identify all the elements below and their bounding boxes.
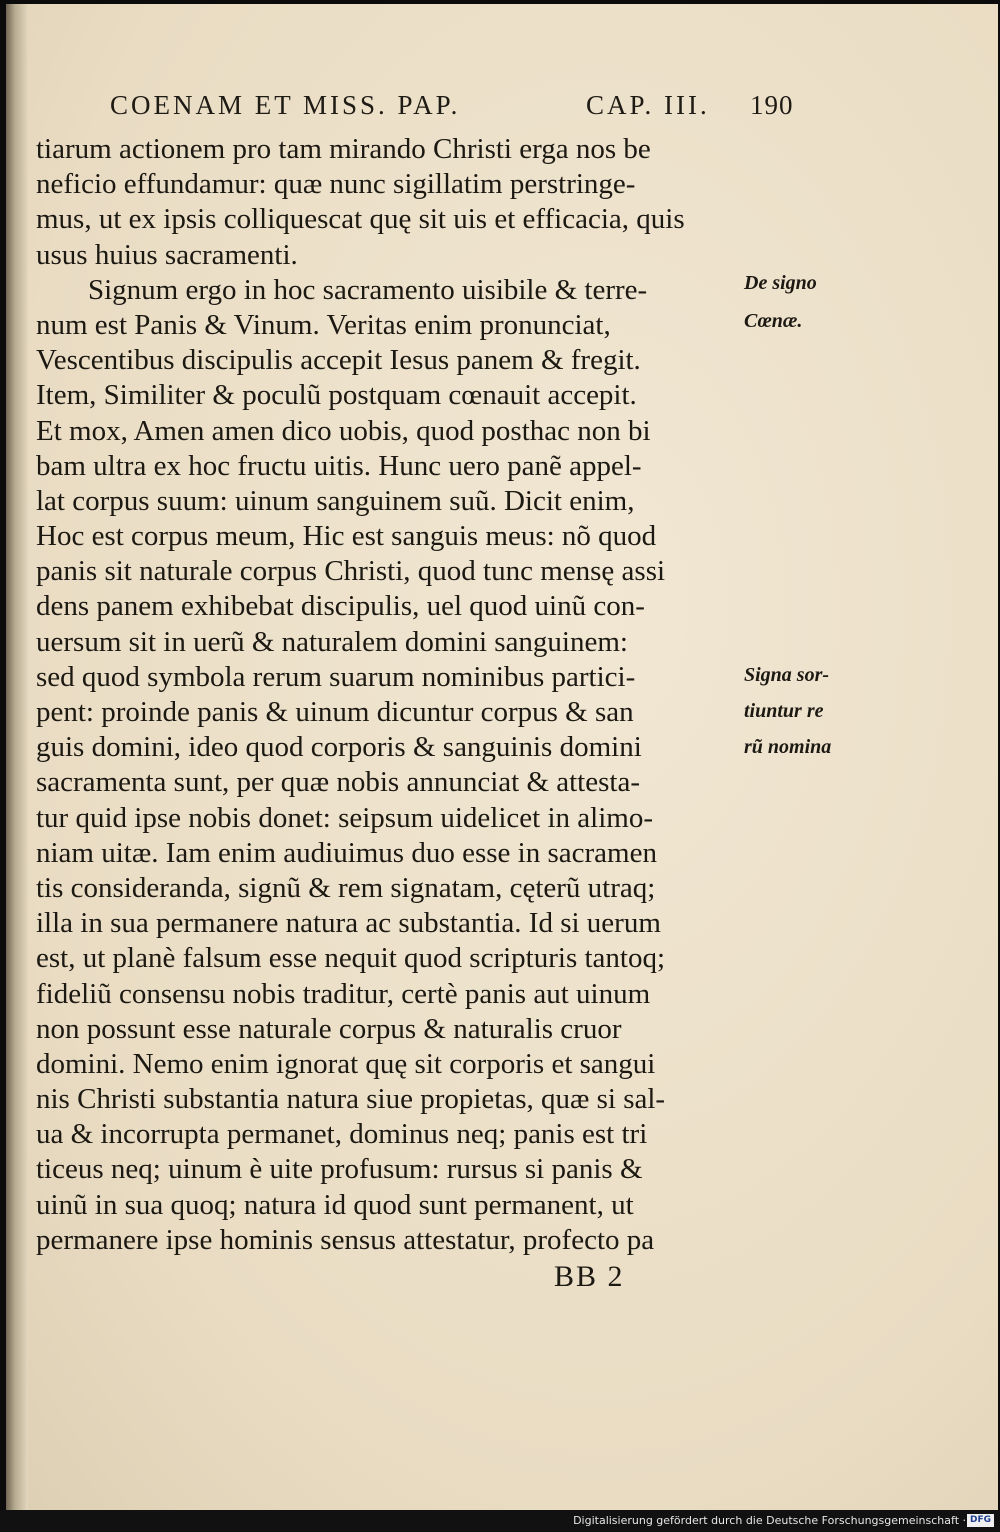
text-line: dens panem exhibebat discipulis, uel quod uinũ con-: [36, 590, 645, 623]
text-line: illa in sua permanere natura ac substantia. Id si uerum: [36, 907, 661, 940]
text-line: neficio effundamur: quæ nunc sigillatim perstringe-: [36, 168, 636, 201]
signature-catchword: BB 2: [554, 1260, 625, 1293]
text-line: tis consideranda, signũ & rem signatam, cęterũ utraq;: [36, 871, 656, 904]
page-binding-edge: [6, 4, 28, 1510]
text-line: domini. Nemo enim ignorat quę sit corporis et sangui: [36, 1047, 656, 1080]
running-title: COENAM ET MISS. PAP.: [110, 90, 461, 120]
body-text: [36, 132, 746, 1258]
text-line: uinũ in sua quoq; natura id quod sunt permanent, ut: [36, 1188, 634, 1221]
digitization-footer: [0, 1510, 1000, 1532]
text-line: Et mox, Amen amen dico uobis, quod posthac non bi: [36, 414, 651, 447]
text-line: Hoc est corpus meum, Hic est sanguis meus: nõ quod: [36, 520, 657, 553]
text-line: fideliũ consensu nobis traditur, certè panis aut uinum: [36, 977, 651, 1010]
margin-note: Cœnæ.: [744, 310, 803, 332]
text-line: non possunt esse naturale corpus & naturalis cruor: [36, 1012, 622, 1045]
margin-note: rũ nomina: [744, 736, 832, 758]
text-line: mus, ut ex ipsis colliquescat quę sit uis et efficacia, quis: [36, 203, 685, 236]
margin-note: De signo: [744, 272, 817, 294]
text-line: panis sit naturale corpus Christi, quod tunc mensę assi: [36, 555, 666, 588]
folio-number: 190: [750, 90, 794, 120]
chapter-label: CAP. III.: [586, 90, 710, 120]
text-line: num est Panis & Vinum. Veritas enim pronunciat,: [36, 308, 611, 341]
text-line: pent: proinde panis & uinum dicuntur corpus & san: [36, 696, 634, 728]
text-line: Item, Similiter & poculũ postquam cœnauit accepit.: [36, 379, 637, 412]
text-line: Signum ergo in hoc sacramento uisibile & terre-: [88, 273, 648, 306]
margin-note: tiuntur re: [744, 700, 824, 722]
text-line: sacramenta sunt, per quæ nobis annunciat & attesta-: [36, 766, 640, 799]
text-line: nis Christi substantia natura siue propietas, quæ si sal-: [36, 1083, 666, 1116]
text-line: uersum sit in uerũ & naturalem domini sanguinem:: [36, 625, 628, 658]
text-line: est, ut planè falsum esse nequit quod scripturis tantoq;: [36, 942, 666, 975]
text-line: Vescentibus discipulis accepit Iesus panem & fregit.: [36, 344, 641, 377]
text-line: tur quid ipse nobis donet: seipsum uidelicet in alimo-: [36, 801, 653, 834]
text-line: ticeus neq; uinum è uite profusum: rursus si panis &: [36, 1153, 643, 1186]
margin-note: Signa sor-: [744, 664, 830, 686]
text-line: lat corpus suum: uinum sanguinem suũ. Dicit enim,: [36, 484, 635, 517]
text-line: tiarum actionem pro tam mirando Christi erga nos be: [36, 133, 651, 165]
running-header: [110, 86, 810, 126]
text-line: sed quod symbola rerum suarum nominibus partici-: [36, 660, 636, 693]
text-line: niam uitæ. Iam enim audiuimus duo esse in sacramen: [36, 836, 657, 869]
text-line: usus huius sacramenti.: [36, 238, 298, 271]
text-line: ua & incorrupta permanet, dominus neq; panis est tri: [36, 1118, 648, 1151]
book-page: [6, 4, 998, 1510]
text-line: permanere ipse hominis sensus attestatur, profecto pa: [36, 1223, 655, 1256]
text-line: bam ultra ex hoc fructu uitis. Hunc uero panẽ appel-: [36, 449, 642, 482]
funding-credit: Digitalisierung gefördert durch die Deutsche Forschungsgemeinschaft ·: [573, 1514, 966, 1527]
dfg-logo-icon: DFG: [967, 1514, 994, 1527]
text-line: guis domini, ideo quod corporis & sanguinis domini: [36, 731, 642, 764]
